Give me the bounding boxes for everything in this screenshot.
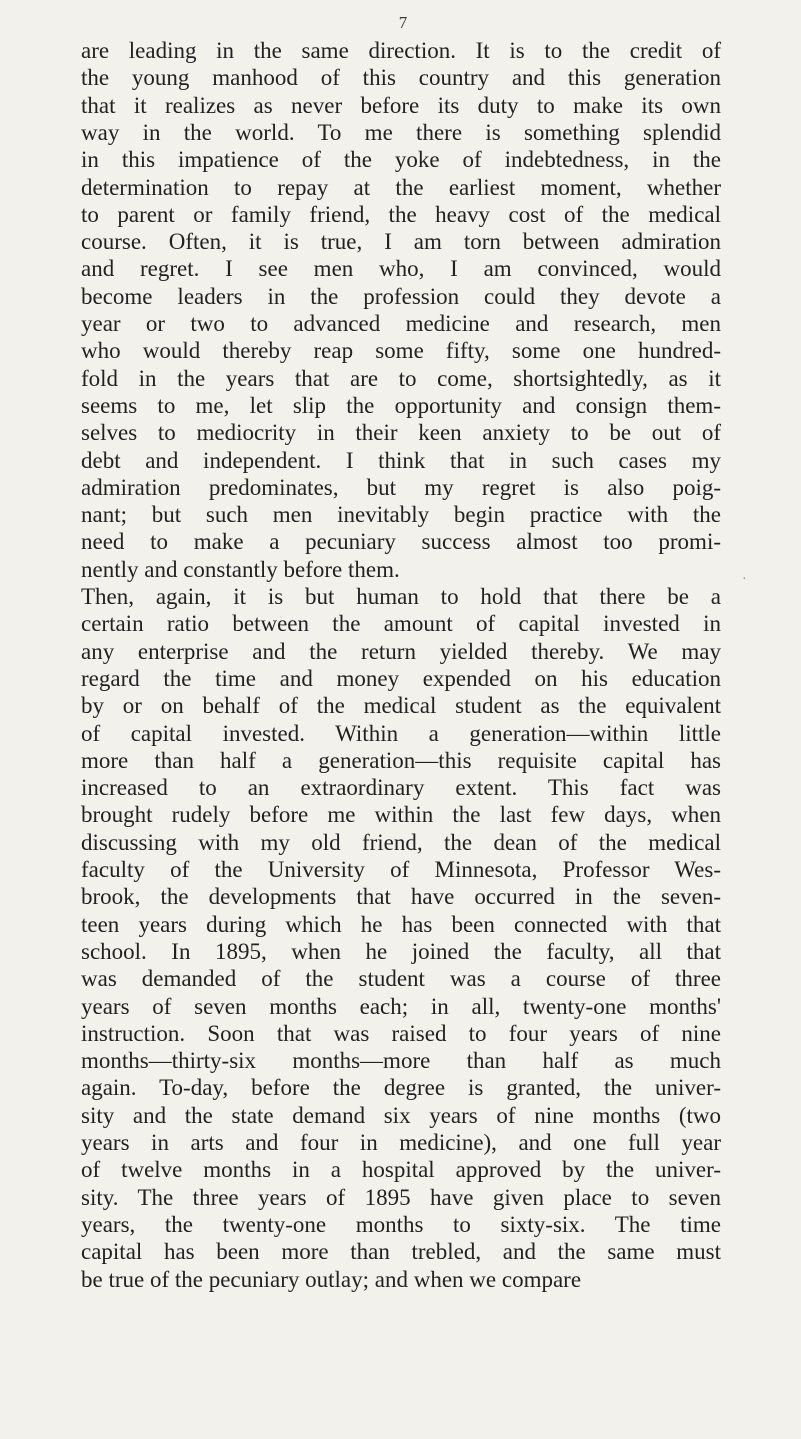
text-line: brought rudely before me within the last few days, when <box>81 802 721 828</box>
text-line: was demanded of the student was a course of three <box>81 966 721 992</box>
text-line: nant; but such men inevitably begin practice with the <box>81 502 721 528</box>
text-line: debt and independent. I think that in such cases my <box>81 447 721 473</box>
text-line: years, the twenty-one months to sixty-six. The time <box>81 1211 721 1237</box>
text-line: again. To-day, before the degree is granted, the univer- <box>81 1075 721 1101</box>
text-line: certain ratio between the amount of capital invested in <box>81 611 721 637</box>
text-line: that it realizes as never before its duty to make its own <box>81 92 721 118</box>
page-number: 7 <box>398 13 408 32</box>
text-line: be true of the pecuniary outlay; and when we compare <box>81 1266 582 1292</box>
text-line: sity. The three years of 1895 have given place to seven <box>81 1184 721 1210</box>
text-line: admiration predominates, but my regret is also poig- <box>81 474 721 500</box>
text-line: months—thirty-six months—more than half as much <box>81 1048 721 1074</box>
text-line: Then, again, it is but human to hold that there be a <box>81 584 721 609</box>
text-line: and regret. I see men who, I am convinced, would <box>81 256 721 282</box>
text-line: discussing with my old friend, the dean of the medical <box>81 829 721 855</box>
text-line: become leaders in the profession could they devote a <box>81 283 721 309</box>
text-line: year or two to advanced medicine and research, men <box>81 311 721 336</box>
text-line: of capital invested. Within a generation—within little <box>81 720 721 746</box>
text-line: who would thereby reap some fifty, some one hundred- <box>81 338 721 364</box>
text-line: years in arts and four in medicine), and one full year <box>81 1130 721 1155</box>
text-line: capital has been more than trebled, and the same must <box>81 1239 721 1265</box>
text-line: the young manhood of this country and this generation <box>81 65 721 91</box>
text-line: by or on behalf of the medical student as the equivalent <box>81 693 721 719</box>
text-line: determination to repay at the earliest moment, whether <box>81 174 721 200</box>
text-line: way in the world. To me there is something splendid <box>81 119 721 145</box>
text-line: any enterprise and the return yielded thereby. We may <box>81 638 721 664</box>
text-line: faculty of the University of Minnesota, Professor Wes- <box>81 857 721 882</box>
text-line: increased to an extraordinary extent. This fact was <box>81 775 721 801</box>
text-line: years of seven months each; in all, twenty-one months' <box>81 993 721 1019</box>
text-line: need to make a pecuniary success almost too promi- <box>81 529 721 555</box>
text-line: selves to mediocrity in their keen anxiety to be out of <box>81 420 721 446</box>
text-line: teen years during which he has been connected with that <box>81 911 721 937</box>
margin-mark: · <box>742 572 747 587</box>
text-line: brook, the developments that have occurred in the seven- <box>81 884 721 910</box>
text-line: of twelve months in a hospital approved by the univer- <box>81 1157 721 1183</box>
text-line: nently and constantly before them. <box>81 556 400 582</box>
text-line: regard the time and money expended on his education <box>81 665 721 691</box>
text-line: seems to me, let slip the opportunity and consign them- <box>81 392 721 418</box>
text-line: more than half a generation—this requisite capital has <box>81 747 721 773</box>
text-line: to parent or family friend, the heavy cost of the medical <box>81 201 721 227</box>
text-line: instruction. Soon that was raised to four years of nine <box>81 1020 721 1046</box>
text-line: are leading in the same direction. It is to the credit of <box>81 38 721 63</box>
text-line: fold in the years that are to come, shortsightedly, as it <box>81 365 721 391</box>
text-line: school. In 1895, when he joined the faculty, all that <box>81 938 721 964</box>
text-line: in this impatience of the yoke of indebtedness, in the <box>81 147 721 173</box>
text-line: sity and the state demand six years of nine months (two <box>81 1102 721 1128</box>
text-line: course. Often, it is true, I am torn between admiration <box>81 229 721 255</box>
